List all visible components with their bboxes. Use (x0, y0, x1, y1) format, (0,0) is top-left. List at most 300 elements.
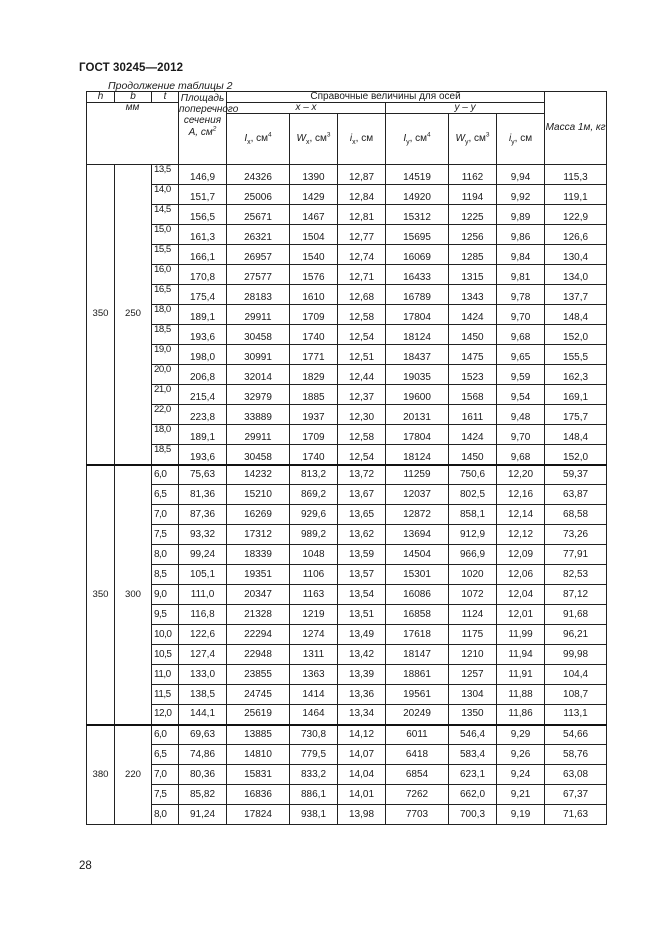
cell-value: 13,34 (338, 705, 386, 725)
cell-value: 7703 (386, 805, 449, 825)
cell-value: 12,54 (338, 325, 386, 345)
cell-value: 12,06 (497, 565, 545, 585)
cell-value: 215,4 (179, 385, 227, 405)
cell-value: 148,4 (545, 305, 607, 325)
table-row (87, 785, 607, 805)
cell-value: 9,68 (497, 445, 545, 465)
cell-value: 223,8 (179, 405, 227, 425)
cell-value: 113,1 (545, 705, 607, 725)
cell-value: 12,04 (497, 585, 545, 605)
cell-value: 989,2 (290, 525, 338, 545)
cell-value: 18339 (227, 545, 290, 565)
cell-value: 9,70 (497, 425, 545, 445)
cell-value: 12,87 (338, 165, 386, 185)
cell-t: 6,5 (152, 485, 179, 505)
cell-value: 17312 (227, 525, 290, 545)
cell-value: 15312 (386, 205, 449, 225)
table-row (87, 745, 607, 765)
cell-value: 833,2 (290, 765, 338, 785)
table-body (87, 165, 607, 825)
cell-value: 1256 (449, 225, 497, 245)
cell-value: 15210 (227, 485, 290, 505)
cell-value: 122,6 (179, 625, 227, 645)
cell-value: 16069 (386, 245, 449, 265)
header-axis-y: y – y (386, 103, 545, 114)
cell-t: 10,0 (152, 625, 179, 645)
cell-value: 662,0 (449, 785, 497, 805)
cell-value: 1315 (449, 265, 497, 285)
cell-value: 27577 (227, 265, 290, 285)
cell-value: 63,87 (545, 485, 607, 505)
table-row (87, 565, 607, 585)
header-area-exp: 2 (212, 125, 217, 133)
cell-value: 91,24 (179, 805, 227, 825)
cell-value: 13,57 (338, 565, 386, 585)
cell-value: 161,3 (179, 225, 227, 245)
cell-value: 30991 (227, 345, 290, 365)
cell-value: 583,4 (449, 745, 497, 765)
header-units: мм (87, 103, 179, 165)
cell-value: 162,3 (545, 365, 607, 385)
cell-value: 12,54 (338, 445, 386, 465)
cell-t: 14,0 (152, 185, 179, 205)
table-row (87, 805, 607, 825)
cell-value: 13,49 (338, 625, 386, 645)
cell-value: 148,4 (545, 425, 607, 445)
cell-value: 9,59 (497, 365, 545, 385)
header-h: h (87, 92, 115, 103)
cell-value: 12,71 (338, 265, 386, 285)
cell-value: 25619 (227, 705, 290, 725)
cell-value: 9,65 (497, 345, 545, 365)
cell-value: 69,63 (179, 725, 227, 745)
cell-value: 1740 (290, 445, 338, 465)
header-mass: Масса 1м, кг (545, 92, 607, 165)
cell-t: 16,0 (152, 265, 179, 285)
cell-value: 1414 (290, 685, 338, 705)
cell-value: 19351 (227, 565, 290, 585)
cell-value: 175,4 (179, 285, 227, 305)
cell-value: 12,01 (497, 605, 545, 625)
cell-value: 32979 (227, 385, 290, 405)
cell-value: 12,81 (338, 205, 386, 225)
cell-value: 17804 (386, 425, 449, 445)
cell-value: 26957 (227, 245, 290, 265)
cell-value: 24745 (227, 685, 290, 705)
cell-value: 169,1 (545, 385, 607, 405)
cell-value: 13,54 (338, 585, 386, 605)
profile-properties-table (86, 91, 607, 825)
cell-value: 730,8 (290, 725, 338, 745)
cell-value: 20131 (386, 405, 449, 425)
cell-value: 146,9 (179, 165, 227, 185)
cell-value: 813,2 (290, 465, 338, 485)
cell-value: 779,5 (290, 745, 338, 765)
cell-value: 1124 (449, 605, 497, 625)
cell-value: 16269 (227, 505, 290, 525)
cell-value: 13,36 (338, 685, 386, 705)
cell-value: 9,19 (497, 805, 545, 825)
cell-value: 105,1 (179, 565, 227, 585)
cell-value: 1611 (449, 405, 497, 425)
cell-value: 1257 (449, 665, 497, 685)
cell-value: 750,6 (449, 465, 497, 485)
cell-value: 12872 (386, 505, 449, 525)
header-ix: $I_x$, $см^4$ (227, 114, 290, 165)
cell-value: 14,12 (338, 725, 386, 745)
cell-value: 9,54 (497, 385, 545, 405)
cell-t: 8,0 (152, 805, 179, 825)
table-row (87, 525, 607, 545)
cell-value: 67,37 (545, 785, 607, 805)
cell-value: 13,39 (338, 665, 386, 685)
table-row (87, 405, 607, 425)
group-h-cell: 380 (87, 725, 115, 825)
table-row (87, 465, 607, 485)
cell-value: 156,5 (179, 205, 227, 225)
cell-t: 9,0 (152, 585, 179, 605)
cell-t: 18,5 (152, 445, 179, 465)
cell-value: 12,14 (497, 505, 545, 525)
cell-t: 7,5 (152, 525, 179, 545)
cell-value: 14,07 (338, 745, 386, 765)
cell-value: 1225 (449, 205, 497, 225)
cell-value: 1162 (449, 165, 497, 185)
table-row (87, 245, 607, 265)
cell-value: 17618 (386, 625, 449, 645)
cell-value: 1175 (449, 625, 497, 645)
cell-value: 11,94 (497, 645, 545, 665)
table-row (87, 765, 607, 785)
cell-value: 9,92 (497, 185, 545, 205)
cell-value: 912,9 (449, 525, 497, 545)
cell-value: 152,0 (545, 445, 607, 465)
cell-value: 25671 (227, 205, 290, 225)
cell-value: 1568 (449, 385, 497, 405)
cell-value: 9,21 (497, 785, 545, 805)
cell-value: 28183 (227, 285, 290, 305)
cell-value: 14810 (227, 745, 290, 765)
cell-value: 30458 (227, 445, 290, 465)
table-row (87, 225, 607, 245)
cell-value: 80,36 (179, 765, 227, 785)
cell-value: 74,86 (179, 745, 227, 765)
cell-t: 6,5 (152, 745, 179, 765)
cell-value: 151,7 (179, 185, 227, 205)
cell-value: 12,09 (497, 545, 545, 565)
cell-value: 9,84 (497, 245, 545, 265)
table-row (87, 685, 607, 705)
cell-value: 1363 (290, 665, 338, 685)
cell-value: 1285 (449, 245, 497, 265)
header-wx: $W_x$, $см^3$ (290, 114, 338, 165)
cell-value: 13,62 (338, 525, 386, 545)
cell-value: 16086 (386, 585, 449, 605)
cell-value: 6011 (386, 725, 449, 745)
cell-value: 1219 (290, 605, 338, 625)
table-row (87, 305, 607, 325)
cell-value: 96,21 (545, 625, 607, 645)
table-row (87, 585, 607, 605)
cell-value: 130,4 (545, 245, 607, 265)
cell-value: 858,1 (449, 505, 497, 525)
cell-value: 16789 (386, 285, 449, 305)
cell-t: 20,0 (152, 365, 179, 385)
header-t: t (152, 92, 179, 103)
cell-value: 9,89 (497, 205, 545, 225)
cell-value: 16836 (227, 785, 290, 805)
table-row (87, 545, 607, 565)
cell-value: 198,0 (179, 345, 227, 365)
table-row (87, 265, 607, 285)
cell-value: 13885 (227, 725, 290, 745)
cell-value: 108,7 (545, 685, 607, 705)
cell-value: 1504 (290, 225, 338, 245)
cell-t: 11,0 (152, 665, 179, 685)
cell-value: 869,2 (290, 485, 338, 505)
cell-value: 1390 (290, 165, 338, 185)
cell-t: 7,0 (152, 765, 179, 785)
header-b: b (115, 92, 152, 103)
cell-value: 22948 (227, 645, 290, 665)
cell-value: 11,91 (497, 665, 545, 685)
cell-value: 1523 (449, 365, 497, 385)
cell-value: 12,58 (338, 305, 386, 325)
table-row (87, 165, 607, 185)
header-wy: $W_y$, $см^3$ (449, 114, 497, 165)
cell-value: 14,04 (338, 765, 386, 785)
cell-value: 1937 (290, 405, 338, 425)
table-continuation-caption: Продолжение таблицы 2 (108, 80, 233, 92)
cell-value: 25006 (227, 185, 290, 205)
cell-value: 1610 (290, 285, 338, 305)
cell-value: 1540 (290, 245, 338, 265)
cell-value: 1020 (449, 565, 497, 585)
table-row (87, 345, 607, 365)
cell-value: 12,37 (338, 385, 386, 405)
cell-value: 12037 (386, 485, 449, 505)
cell-value: 152,0 (545, 325, 607, 345)
cell-value: 1106 (290, 565, 338, 585)
cell-t: 8,0 (152, 545, 179, 565)
cell-value: 18147 (386, 645, 449, 665)
cell-value: 6418 (386, 745, 449, 765)
cell-value: 1304 (449, 685, 497, 705)
cell-value: 20249 (386, 705, 449, 725)
header-area (179, 92, 239, 165)
page-number: 28 (79, 860, 92, 872)
cell-value: 12,58 (338, 425, 386, 445)
cell-value: 82,53 (545, 565, 607, 585)
cell-value: 12,74 (338, 245, 386, 265)
cell-value: 134,0 (545, 265, 607, 285)
cell-value: 30458 (227, 325, 290, 345)
cell-value: 14519 (386, 165, 449, 185)
cell-value: 1829 (290, 365, 338, 385)
cell-value: 13,65 (338, 505, 386, 525)
cell-value: 1467 (290, 205, 338, 225)
cell-value: 9,81 (497, 265, 545, 285)
cell-value: 133,0 (179, 665, 227, 685)
table-header (87, 92, 607, 165)
cell-value: 9,78 (497, 285, 545, 305)
cell-t: 9,5 (152, 605, 179, 625)
cell-value: 1163 (290, 585, 338, 605)
cell-value: 12,12 (497, 525, 545, 545)
cell-value: 19035 (386, 365, 449, 385)
cell-value: 12,68 (338, 285, 386, 305)
cell-t: 21,0 (152, 385, 179, 405)
cell-value: 104,4 (545, 665, 607, 685)
cell-value: 144,1 (179, 705, 227, 725)
table-row (87, 665, 607, 685)
cell-value: 11,88 (497, 685, 545, 705)
cell-value: 63,08 (545, 765, 607, 785)
cell-t: 18,5 (152, 325, 179, 345)
cell-value: 111,0 (179, 585, 227, 605)
cell-t: 8,5 (152, 565, 179, 585)
group-b-cell: 250 (115, 165, 152, 465)
cell-value: 77,91 (545, 545, 607, 565)
cell-value: 9,70 (497, 305, 545, 325)
group-h-cell: 350 (87, 465, 115, 725)
cell-value: 16433 (386, 265, 449, 285)
cell-value: 58,76 (545, 745, 607, 765)
cell-value: 73,26 (545, 525, 607, 545)
cell-value: 14920 (386, 185, 449, 205)
cell-value: 12,51 (338, 345, 386, 365)
cell-value: 14232 (227, 465, 290, 485)
cell-value: 9,86 (497, 225, 545, 245)
cell-value: 116,8 (179, 605, 227, 625)
cell-value: 546,4 (449, 725, 497, 745)
cell-value: 9,94 (497, 165, 545, 185)
cell-value: 12,30 (338, 405, 386, 425)
cell-value: 802,5 (449, 485, 497, 505)
table-row (87, 625, 607, 645)
cell-value: 193,6 (179, 325, 227, 345)
cell-value: 175,7 (545, 405, 607, 425)
cell-value: 15695 (386, 225, 449, 245)
cell-t: 18,0 (152, 305, 179, 325)
cell-value: 9,48 (497, 405, 545, 425)
cell-value: 13,42 (338, 645, 386, 665)
cell-value: 1424 (449, 305, 497, 325)
header-area-text: Площадь поперечного сечения А, см (179, 93, 239, 138)
table-row (87, 285, 607, 305)
cell-value: 13,67 (338, 485, 386, 505)
cell-value: 24326 (227, 165, 290, 185)
cell-value: 13694 (386, 525, 449, 545)
cell-value: 15301 (386, 565, 449, 585)
cell-value: 966,9 (449, 545, 497, 565)
cell-value: 59,37 (545, 465, 607, 485)
cell-value: 13,59 (338, 545, 386, 565)
cell-value: 11,99 (497, 625, 545, 645)
cell-value: 13,98 (338, 805, 386, 825)
cell-t: 10,5 (152, 645, 179, 665)
group-h-cell: 350 (87, 165, 115, 465)
cell-value: 1072 (449, 585, 497, 605)
cell-t: 15,0 (152, 225, 179, 245)
cell-value: 9,29 (497, 725, 545, 745)
cell-value: 1885 (290, 385, 338, 405)
cell-value: 1274 (290, 625, 338, 645)
cell-value: 1424 (449, 425, 497, 445)
cell-value: 1194 (449, 185, 497, 205)
cell-value: 138,5 (179, 685, 227, 705)
table-row (87, 505, 607, 525)
cell-value: 1464 (290, 705, 338, 725)
cell-value: 71,63 (545, 805, 607, 825)
cell-value: 1709 (290, 305, 338, 325)
cell-value: 127,4 (179, 645, 227, 665)
table-row (87, 385, 607, 405)
cell-t: 7,5 (152, 785, 179, 805)
cell-value: 122,9 (545, 205, 607, 225)
cell-value: 99,98 (545, 645, 607, 665)
cell-t: 6,0 (152, 725, 179, 745)
cell-t: 16,5 (152, 285, 179, 305)
cell-value: 1350 (449, 705, 497, 725)
header-rx: $i_x$, см (338, 114, 386, 165)
cell-value: 1475 (449, 345, 497, 365)
cell-value: 1429 (290, 185, 338, 205)
cell-value: 6854 (386, 765, 449, 785)
table-row (87, 485, 607, 505)
cell-value: 91,68 (545, 605, 607, 625)
cell-value: 23855 (227, 665, 290, 685)
cell-value: 32014 (227, 365, 290, 385)
cell-value: 19600 (386, 385, 449, 405)
cell-value: 18124 (386, 325, 449, 345)
cell-value: 17824 (227, 805, 290, 825)
cell-value: 193,6 (179, 445, 227, 465)
cell-value: 85,82 (179, 785, 227, 805)
cell-value: 189,1 (179, 425, 227, 445)
table-row (87, 185, 607, 205)
cell-value: 11,86 (497, 705, 545, 725)
cell-t: 19,0 (152, 345, 179, 365)
cell-value: 938,1 (290, 805, 338, 825)
cell-t: 14,5 (152, 205, 179, 225)
table-row (87, 205, 607, 225)
cell-value: 13,51 (338, 605, 386, 625)
table-row (87, 705, 607, 725)
cell-value: 20347 (227, 585, 290, 605)
cell-value: 1576 (290, 265, 338, 285)
group-b-cell: 300 (115, 465, 152, 725)
header-iy: $I_y$, $см^4$ (386, 114, 449, 165)
cell-value: 19561 (386, 685, 449, 705)
cell-value: 1740 (290, 325, 338, 345)
table-row (87, 325, 607, 345)
cell-value: 16858 (386, 605, 449, 625)
cell-t: 22,0 (152, 405, 179, 425)
cell-value: 623,1 (449, 765, 497, 785)
cell-value: 126,6 (545, 225, 607, 245)
cell-value: 155,5 (545, 345, 607, 365)
cell-value: 166,1 (179, 245, 227, 265)
cell-value: 700,3 (449, 805, 497, 825)
cell-value: 1771 (290, 345, 338, 365)
cell-value: 14,01 (338, 785, 386, 805)
cell-value: 206,8 (179, 365, 227, 385)
cell-value: 115,3 (545, 165, 607, 185)
cell-value: 9,26 (497, 745, 545, 765)
cell-value: 929,6 (290, 505, 338, 525)
cell-value: 29911 (227, 425, 290, 445)
